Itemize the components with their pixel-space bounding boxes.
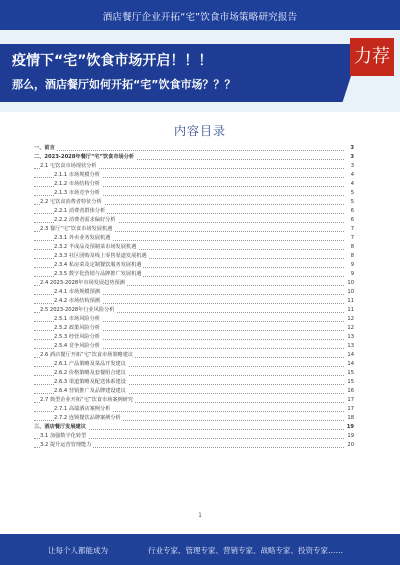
toc-entry[interactable] xyxy=(34,252,354,261)
toc-entry[interactable] xyxy=(34,270,354,279)
toc-entry[interactable] xyxy=(34,207,354,216)
promo-banner xyxy=(0,30,400,112)
toc-entry[interactable] xyxy=(34,441,354,450)
toc-entry-label: 2.2 宅饮食消费者特征分析 xyxy=(40,199,102,205)
banner-subline: 那么，酒店餐厅如何开拓“宅”饮食市场？？？ xyxy=(12,78,236,91)
toc-entry-page: 20 xyxy=(347,442,354,448)
banner-headline: 疫情下“宅”饮食市场开启！！！ xyxy=(12,53,213,69)
footer-left-text: 让每个人都能成为 xyxy=(48,546,108,555)
toc-entry-label: 2.6.4 营销推广及品牌建设建议 xyxy=(54,388,126,394)
toc-entry-label: 2.1.2 市场结构分析 xyxy=(54,181,100,187)
toc-entry[interactable] xyxy=(34,432,354,441)
toc-entry-label: 2.7.1 高端酒店案例分析 xyxy=(54,406,111,412)
toc-entry-page: 18 xyxy=(347,415,354,421)
toc-entry-label: 2.5.2 政策风险分析 xyxy=(54,325,100,331)
toc-entry[interactable] xyxy=(34,225,354,234)
toc-entry[interactable] xyxy=(34,315,354,324)
toc-entry-page: 11 xyxy=(347,307,354,313)
toc-entry-page: 15 xyxy=(347,370,354,376)
toc-entry[interactable] xyxy=(34,153,354,162)
toc-entry-page: 13 xyxy=(347,343,354,349)
toc-entry-page: 3 xyxy=(350,145,354,151)
toc-entry-label: 2.5 2023-2028年行业风险分析 xyxy=(40,307,115,313)
toc-entry-page: 7 xyxy=(350,226,354,232)
toc-entry-label: 三、酒店餐厅发展建议 xyxy=(34,424,86,430)
toc-entry-label: 2.3.4 私房菜及定制餐饮服务发展机遇 xyxy=(54,262,142,268)
toc-entry[interactable] xyxy=(34,144,354,153)
toc-entry-page: 14 xyxy=(347,361,354,367)
toc-entry-page: 6 xyxy=(350,217,354,223)
table-of-contents xyxy=(34,144,354,450)
page-number: 1 xyxy=(198,512,202,519)
toc-title: 内容目录 xyxy=(173,124,226,138)
recommend-badge: 力荐 xyxy=(350,38,394,76)
toc-entry-page: 3 xyxy=(350,163,354,169)
toc-entry[interactable] xyxy=(34,306,354,315)
toc-entry-page: 4 xyxy=(350,181,354,187)
toc-entry-label: 2.5.4 竞争风险分析 xyxy=(54,343,100,349)
toc-entry-label: 2.1.1 市场规模分析 xyxy=(54,172,100,178)
toc-entry[interactable] xyxy=(34,405,354,414)
toc-entry-page: 8 xyxy=(350,253,354,259)
toc-entry[interactable] xyxy=(34,342,354,351)
toc-entry-label: 2.6.1 产品策略及菜品开发建议 xyxy=(54,361,126,367)
toc-entry-label: 2.6.2 价格策略及套餐组合建议 xyxy=(54,370,126,376)
toc-entry-label: 2.7.2 连锁餐饮品牌案例分析 xyxy=(54,415,121,421)
footer-bar xyxy=(0,534,400,565)
toc-entry[interactable] xyxy=(34,288,354,297)
header-bar xyxy=(0,0,400,30)
toc-entry[interactable] xyxy=(34,198,354,207)
report-title: 酒店餐厅企业开拓“宅”饮食市场策略研究报告 xyxy=(102,12,298,23)
toc-entry[interactable] xyxy=(34,333,354,342)
toc-entry-page: 12 xyxy=(347,316,354,322)
toc-entry-label: 2.7 典型企业开拓“宅”饮食市场案例研究 xyxy=(40,397,134,403)
toc-entry-page: 14 xyxy=(347,352,354,358)
toc-entry-label: 2.3.2 半成品及预制菜市场发展机遇 xyxy=(54,244,137,250)
toc-entry-label: 一、前言 xyxy=(34,145,55,151)
toc-entry[interactable] xyxy=(34,423,354,432)
toc-entry-label: 2.5.1 市场风险分析 xyxy=(54,316,100,322)
toc-entry-label: 2.3.3 社区团购及线上零售渠道发展机遇 xyxy=(54,253,147,259)
toc-entry-label: 2.4 2023-2028年市场发展趋势预测 xyxy=(40,280,125,286)
toc-entry-page: 12 xyxy=(347,325,354,331)
toc-entry[interactable] xyxy=(34,369,354,378)
toc-entry-label: 2.1.3 市场竞争分析 xyxy=(54,190,100,196)
toc-entry-page: 19 xyxy=(346,424,354,430)
toc-entry-label: 2.2.1 消费者群体分析 xyxy=(54,208,106,214)
toc-entry-page: 9 xyxy=(350,271,354,277)
toc-entry-page: 19 xyxy=(347,433,354,439)
toc-entry[interactable] xyxy=(34,180,354,189)
toc-entry-label: 3.1 加强数字化转型 xyxy=(40,433,87,439)
toc-entry-page: 11 xyxy=(347,298,354,304)
toc-entry-page: 6 xyxy=(350,208,354,214)
toc-entry-page: 4 xyxy=(350,172,354,178)
toc-entry-page: 5 xyxy=(350,199,354,205)
toc-entry-page: 17 xyxy=(347,406,354,412)
toc-entry[interactable] xyxy=(34,261,354,270)
toc-leader-dots xyxy=(34,150,344,151)
toc-entry-label: 2.3 餐厅“宅”饮食市场发展机遇 xyxy=(40,226,113,232)
toc-entry[interactable] xyxy=(34,297,354,306)
toc-entry[interactable] xyxy=(34,234,354,243)
toc-entry[interactable] xyxy=(34,171,354,180)
toc-entry-page: 10 xyxy=(347,280,354,286)
toc-entry-page: 5 xyxy=(350,190,354,196)
toc-entry[interactable] xyxy=(34,378,354,387)
toc-entry[interactable] xyxy=(34,414,354,423)
footer-right-text: 行业专家、管理专家、营销专家、战略专家、投资专家…… xyxy=(148,546,343,555)
toc-entry-page: 8 xyxy=(350,244,354,250)
toc-entry-label: 2.4.2 市场结构预测 xyxy=(54,298,100,304)
toc-entry-label: 2.6.3 渠道策略及配送体系建设 xyxy=(54,379,126,385)
toc-entry-page: 9 xyxy=(350,262,354,268)
toc-entry-label: 2.3.5 数字化营销与品牌推广发展机遇 xyxy=(54,271,142,277)
toc-entry-page: 13 xyxy=(347,334,354,340)
toc-entry-label: 3.2 提升运营管理能力 xyxy=(40,442,92,448)
toc-entry-label: 2.3.1 外卖业务发展机遇 xyxy=(54,235,111,241)
toc-entry-page: 15 xyxy=(347,379,354,385)
toc-entry-label: 2.2.2 消费者需求偏好分析 xyxy=(54,217,116,223)
toc-entry[interactable] xyxy=(34,189,354,198)
toc-entry-label: 2.1 宅饮食市场现状分析 xyxy=(40,163,97,169)
toc-entry-label: 2.5.3 经营风险分析 xyxy=(54,334,100,340)
toc-entry[interactable] xyxy=(34,351,354,360)
toc-entry[interactable] xyxy=(34,216,354,225)
toc-entry-page: 3 xyxy=(350,154,354,160)
toc-entry[interactable] xyxy=(34,279,354,288)
toc-entry[interactable] xyxy=(34,387,354,396)
toc-entry-label: 二、2023-2028年餐厅“宅”饮食市场分析 xyxy=(34,154,135,160)
toc-entry-label: 2.4.1 市场规模预测 xyxy=(54,289,100,295)
toc-entry[interactable] xyxy=(34,162,354,171)
toc-entry[interactable] xyxy=(34,324,354,333)
toc-entry-page: 17 xyxy=(347,397,354,403)
toc-entry[interactable] xyxy=(34,360,354,369)
toc-entry[interactable] xyxy=(34,243,354,252)
toc-entry[interactable] xyxy=(34,396,354,405)
toc-entry-page: 16 xyxy=(347,388,354,394)
toc-entry-label: 2.6 酒店餐厅开拓“宅”饮食市场策略建议 xyxy=(40,352,134,358)
toc-entry-page: 7 xyxy=(350,235,354,241)
toc-entry-page: 10 xyxy=(347,289,354,295)
